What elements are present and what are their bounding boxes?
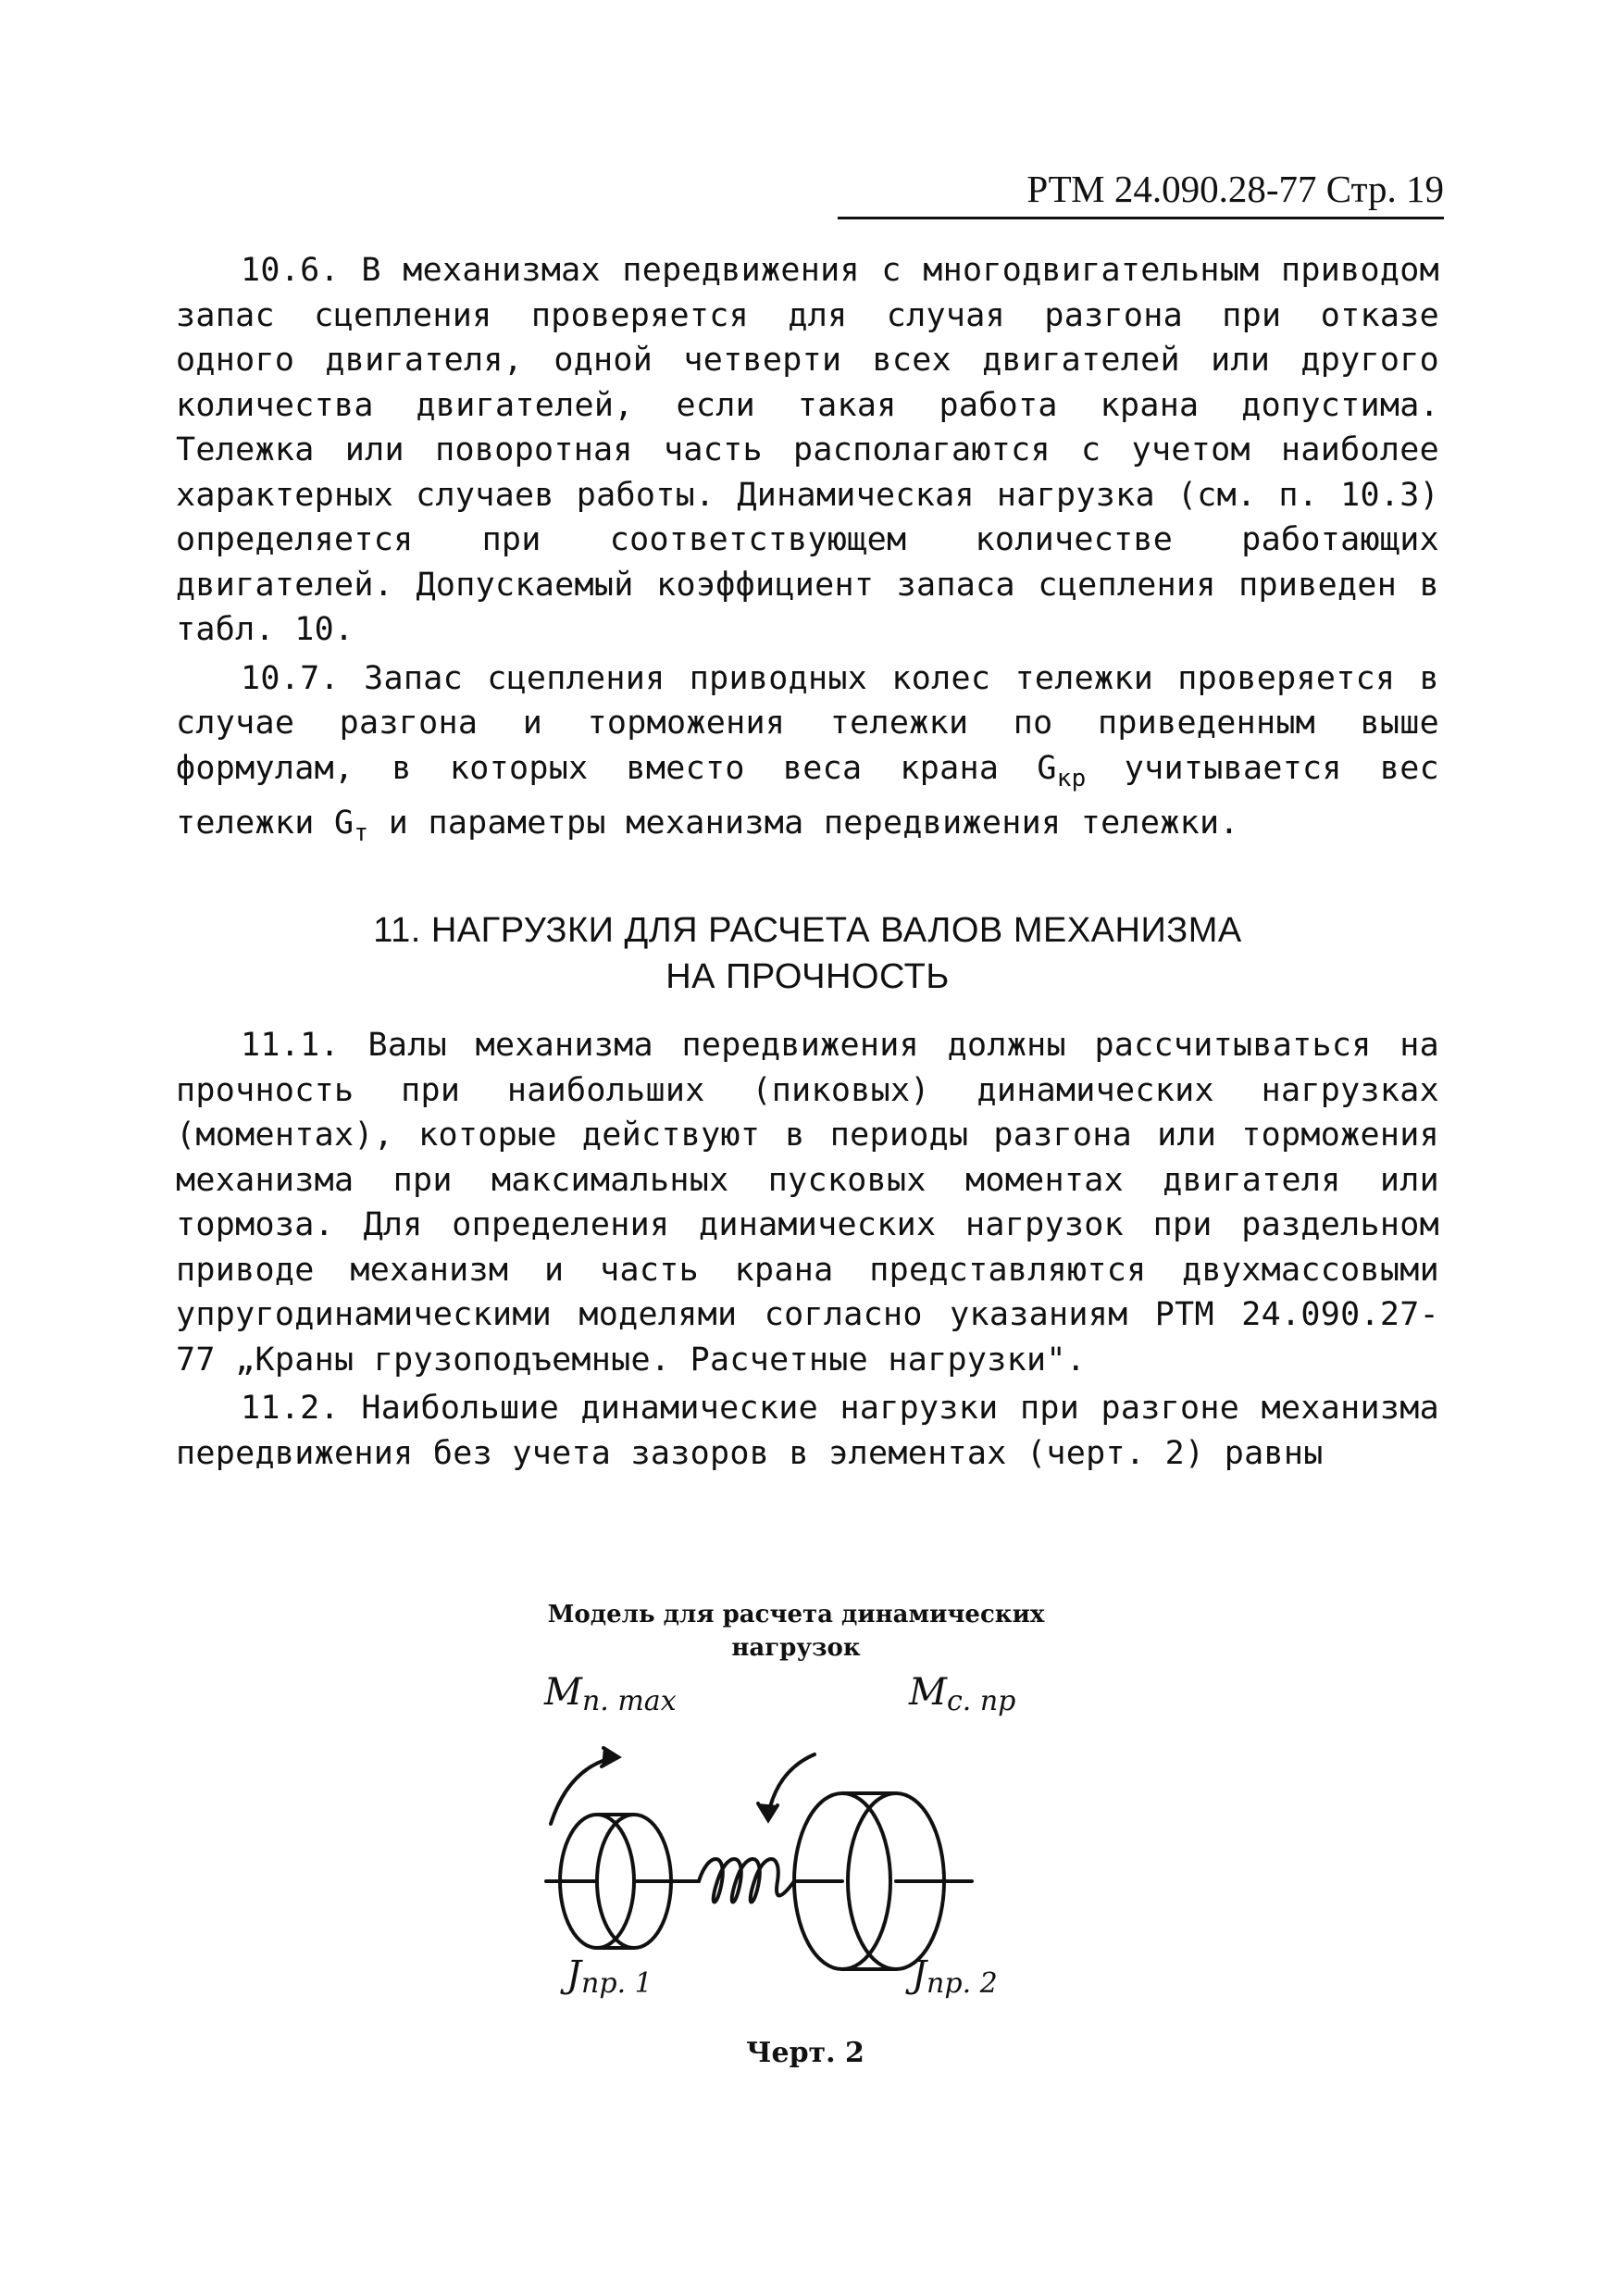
figure-number: Черт. 2 <box>746 2037 864 2069</box>
page-header: РТМ 24.090.28-77 Стр. 19 <box>838 167 1444 219</box>
section-11-text <box>176 1023 1439 1476</box>
label-m-c-pr: Mс. пр <box>909 1671 1016 1717</box>
paragraph-10-7 <box>176 656 1439 856</box>
paragraph-11-1: 11.1. Валы механизма передвижения должны рассчитываться на прочность при наибольших (пиковых) динамических нагрузках (моментах), которые действуют в периоды разгона или торможения механизма при максимальных пусковых моментах двигателя или тормоза. Для определения динамических нагрузок при раздельном приводе механизм и часть крана представляются двухмассовыми упругодинамическими моделями согласно указаниям РТМ 24.090.27-77 „Краны грузоподъемные. Расчетные нагрузки". <box>176 1027 1439 1379</box>
paragraph-10-7-part-c: и параметры механизма передвижения тележки. <box>368 805 1239 842</box>
section-10-text <box>176 248 1439 856</box>
paragraph-10-7-part-b: учитывается вес тележки G <box>176 749 1439 842</box>
paragraph-10-6: 10.6. В механизмах передвижения с многодвигательным приводом запас сцепления проверяется для случая разгона при отказе одного двигателя, одной четверти всех двигателей или другого количества двигателей, если такая работа крана допустима. Тележка или поворотная часть располагаются с учетом наиболее характерных случаев работы. Динамическая нагрузка (см. п. 10.3) определяется при соответствующем количестве работающих двигателей. Допускаемый коэффициент запаса сцепления приведен в табл. 10. <box>176 252 1439 648</box>
label-j-pr-2: Jпр. 2 <box>912 1953 998 2000</box>
torque-arrow-left-head <box>602 1748 618 1766</box>
figure-caption-line1: Модель для расчета динамических <box>547 1601 1045 1628</box>
section-11-heading-line1: 11. НАГРУЗКИ ДЛЯ РАСЧЕТА ВАЛОВ МЕХАНИЗМА <box>373 911 1242 950</box>
section-11-heading <box>176 907 1439 1000</box>
section-11-heading-line2: НА ПРОЧНОСТЬ <box>665 957 950 996</box>
paragraph-10-7-part-a: 10.7. Запас сцепления приводных колес тележки проверяется в случае разгона и торможения тележки по приведенным выше формулам, в которых вместо веса крана G <box>176 659 1439 787</box>
figure-caption-line2: нагрузок <box>731 1634 861 1662</box>
label-m-p-max: Mп. max <box>544 1671 677 1717</box>
subscript-t: т <box>354 819 369 847</box>
spring-coil <box>699 1859 794 1903</box>
subscript-kr: кр <box>1056 764 1087 792</box>
paragraph-11-2: 11.2. Наибольшие динамические нагрузки при разгоне механизма передвижения без учета зазоров в элементах (черт. 2) равны <box>176 1390 1439 1472</box>
torque-arrow-right-head <box>758 1803 777 1820</box>
figure-caption <box>481 1598 1111 1665</box>
label-j-pr-1: Jпр. 1 <box>566 1953 653 2000</box>
